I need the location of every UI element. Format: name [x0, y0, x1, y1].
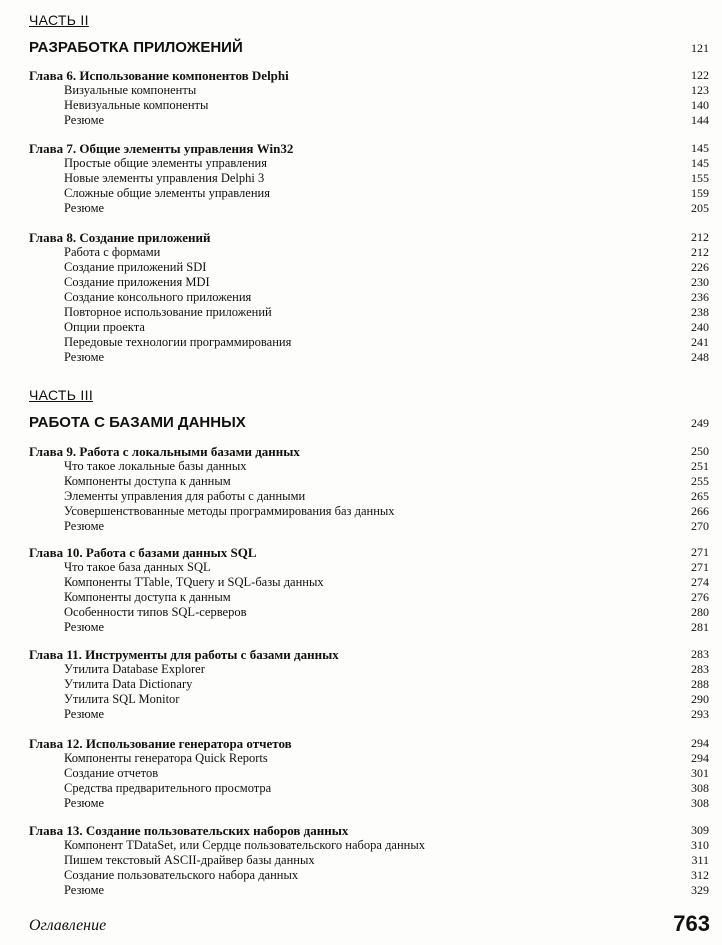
- page-number: 281: [691, 620, 709, 634]
- page-number: 155: [691, 171, 709, 185]
- toc-item-label: Невизуальные компоненты: [64, 98, 209, 112]
- toc-item-label: Утилита Data Dictionary: [64, 677, 193, 691]
- toc-item-label: Компоненты доступа к данным: [64, 474, 231, 488]
- toc-item: [29, 489, 709, 504]
- page-number: 240: [691, 320, 709, 334]
- toc-item-label: Передовые технологии программирования: [64, 335, 292, 349]
- toc-item: [29, 260, 709, 275]
- chapter-title: Глава 8. Создание приложений: [29, 230, 211, 245]
- toc-item: [29, 519, 709, 534]
- page-number: 122: [691, 68, 709, 82]
- toc-item-label: Утилита Database Explorer: [64, 662, 205, 676]
- toc-item: [29, 305, 709, 320]
- page-number: 294: [691, 751, 709, 765]
- chapter-12: [29, 736, 709, 811]
- toc-item: [29, 796, 709, 811]
- toc-item-label: Простые общие элементы управления: [64, 156, 267, 170]
- chapter-title-row: [29, 545, 709, 560]
- toc-item: [29, 98, 709, 113]
- page-number: 274: [691, 575, 709, 589]
- toc-item: [29, 335, 709, 350]
- toc-item: [29, 838, 709, 853]
- chapter-title: Глава 10. Работа с базами данных SQL: [29, 545, 257, 560]
- page-number: 159: [691, 186, 709, 200]
- toc-item-label: Опции проекта: [64, 320, 145, 334]
- part-title: РАЗРАБОТКА ПРИЛОЖЕНИЙ: [29, 39, 243, 56]
- chapter-title: Глава 12. Использование генератора отчетов: [29, 736, 292, 751]
- toc-item-label: Компоненты TTable, TQuery и SQL-базы данных: [64, 575, 324, 589]
- chapter-10: [29, 545, 709, 635]
- page-number: 301: [691, 766, 709, 780]
- toc-item-label: Резюме: [64, 620, 105, 634]
- toc-item-label: Утилита SQL Monitor: [64, 692, 180, 706]
- part-label: ЧАСТЬ III: [29, 387, 94, 403]
- page-number: 329: [691, 883, 709, 897]
- part-label: ЧАСТЬ II: [29, 12, 89, 28]
- toc-item-label: Особенности типов SQL-серверов: [64, 605, 247, 619]
- toc-item-label: Резюме: [64, 201, 105, 215]
- toc-item: [29, 677, 709, 692]
- chapter-6: [29, 68, 709, 128]
- chapter-title-row: [29, 736, 709, 751]
- chapter-title: Глава 11. Инструменты для работы с базами данных: [29, 647, 339, 662]
- page-number: 266: [691, 504, 709, 518]
- toc-item-label: Усовершенствованные методы программирования баз данных: [64, 504, 395, 518]
- toc-item-label: Резюме: [64, 519, 105, 533]
- chapter-title-row: [29, 68, 709, 83]
- page-number: 309: [691, 823, 709, 837]
- page-number: 310: [691, 838, 709, 852]
- toc-item: [29, 883, 709, 898]
- toc-item-label: Компоненты генератора Quick Reports: [64, 751, 268, 765]
- toc-item-label: Создание консольного приложения: [64, 290, 252, 304]
- part-page-number: 121: [691, 41, 709, 55]
- toc-item: [29, 751, 709, 766]
- toc-item: [29, 662, 709, 677]
- toc-item-label: Создание приложений SDI: [64, 260, 207, 274]
- page-number: 205: [691, 201, 709, 215]
- toc-item: [29, 459, 709, 474]
- page-number: 123: [691, 83, 709, 97]
- toc-item-label: Резюме: [64, 350, 105, 364]
- page-number: 238: [691, 305, 709, 319]
- page-number: 283: [691, 647, 709, 661]
- page-number: 248: [691, 350, 709, 364]
- toc-item: [29, 245, 709, 260]
- page-number: 250: [691, 444, 709, 458]
- page-number: 236: [691, 290, 709, 304]
- page-number: 271: [691, 545, 709, 559]
- page-number: 270: [691, 519, 709, 533]
- toc-item: [29, 113, 709, 128]
- toc-item: [29, 290, 709, 305]
- toc-item-label: Средства предварительного просмотра: [64, 781, 272, 795]
- toc-item-label: Визуальные компоненты: [64, 83, 197, 97]
- toc-item-label: Что такое база данных SQL: [64, 560, 211, 574]
- toc-item: [29, 320, 709, 335]
- toc-item-label: Сложные общие элементы управления: [64, 186, 270, 200]
- page-number: 311: [691, 853, 709, 867]
- toc-item: [29, 201, 709, 216]
- chapter-title: Глава 6. Использование компонентов Delphi: [29, 68, 289, 83]
- page-number: 145: [691, 156, 709, 170]
- toc-item: [29, 156, 709, 171]
- chapter-8: [29, 230, 709, 365]
- chapter-title-row: [29, 230, 709, 245]
- page-number: 241: [691, 335, 709, 349]
- page-number: 255: [691, 474, 709, 488]
- toc-item: [29, 474, 709, 489]
- page-number: 312: [691, 868, 709, 882]
- toc-item-label: Компоненты доступа к данным: [64, 590, 231, 604]
- toc-item: [29, 186, 709, 201]
- part-title: РАБОТА С БАЗАМИ ДАННЫХ: [29, 414, 246, 431]
- chapter-7: [29, 141, 709, 216]
- toc-item: [29, 171, 709, 186]
- chapter-11: [29, 647, 709, 722]
- toc-item-label: Повторное использование приложений: [64, 305, 272, 319]
- page-number: 280: [691, 605, 709, 619]
- chapter-title: Глава 7. Общие элементы управления Win32: [29, 141, 294, 156]
- chapter-title-row: [29, 141, 709, 156]
- page-number: 308: [691, 796, 709, 810]
- page-number: 230: [691, 275, 709, 289]
- toc-item-label: Создание отчетов: [64, 766, 159, 780]
- page-number: 308: [691, 781, 709, 795]
- toc-item-label: Элементы управления для работы с данными: [64, 489, 306, 503]
- toc-item: [29, 275, 709, 290]
- toc-item: [29, 83, 709, 98]
- toc-item-label: Компонент TDataSet, или Сердце пользовательского набора данных: [64, 838, 426, 852]
- footer-page-number: 763: [673, 911, 710, 936]
- toc-item: [29, 766, 709, 781]
- chapter-title-row: [29, 823, 709, 838]
- chapter-9: [29, 444, 709, 534]
- page-number: 226: [691, 260, 709, 274]
- page-number: 276: [691, 590, 709, 604]
- toc-item: [29, 350, 709, 365]
- toc-item: [29, 692, 709, 707]
- toc-item-label: Резюме: [64, 707, 105, 721]
- toc-item-label: Пишем текстовый ASCII-драйвер базы данных: [64, 853, 315, 867]
- toc-item-label: Создание пользовательского набора данных: [64, 868, 299, 882]
- page-number: 293: [691, 707, 709, 721]
- page-number: 145: [691, 141, 709, 155]
- page-number: 290: [691, 692, 709, 706]
- toc-item: [29, 590, 709, 605]
- toc-item: [29, 620, 709, 635]
- page-number: 283: [691, 662, 709, 676]
- page-number: 144: [691, 113, 709, 127]
- chapter-title: Глава 9. Работа с локальными базами данных: [29, 444, 300, 459]
- toc-item-label: Создание приложения MDI: [64, 275, 210, 289]
- toc-item: [29, 560, 709, 575]
- page-number: 271: [691, 560, 709, 574]
- chapter-13: [29, 823, 709, 898]
- toc-item: [29, 605, 709, 620]
- toc-item: [29, 868, 709, 883]
- toc-item-label: Резюме: [64, 796, 105, 810]
- toc-item: [29, 781, 709, 796]
- chapter-title-row: [29, 647, 709, 662]
- page-number: 265: [691, 489, 709, 503]
- page-number: 288: [691, 677, 709, 691]
- page-number: 294: [691, 736, 709, 750]
- toc-item-label: Что такое локальные базы данных: [64, 459, 247, 473]
- page-number: 212: [691, 230, 709, 244]
- footer-section-title: Оглавление: [29, 917, 107, 934]
- toc-item-label: Резюме: [64, 883, 105, 897]
- toc-item: [29, 504, 709, 519]
- page-number: 212: [691, 245, 709, 259]
- part-page-number: 249: [691, 416, 709, 430]
- chapter-title: Глава 13. Создание пользовательских наборов данных: [29, 823, 349, 838]
- page-number: 140: [691, 98, 709, 112]
- toc-item: [29, 575, 709, 590]
- toc-item-label: Работа с формами: [64, 245, 161, 259]
- toc-item: [29, 707, 709, 722]
- page-number: 251: [691, 459, 709, 473]
- toc-item-label: Резюме: [64, 113, 105, 127]
- toc-item-label: Новые элементы управления Delphi 3: [64, 171, 265, 185]
- toc-item: [29, 853, 709, 868]
- chapter-title-row: [29, 444, 709, 459]
